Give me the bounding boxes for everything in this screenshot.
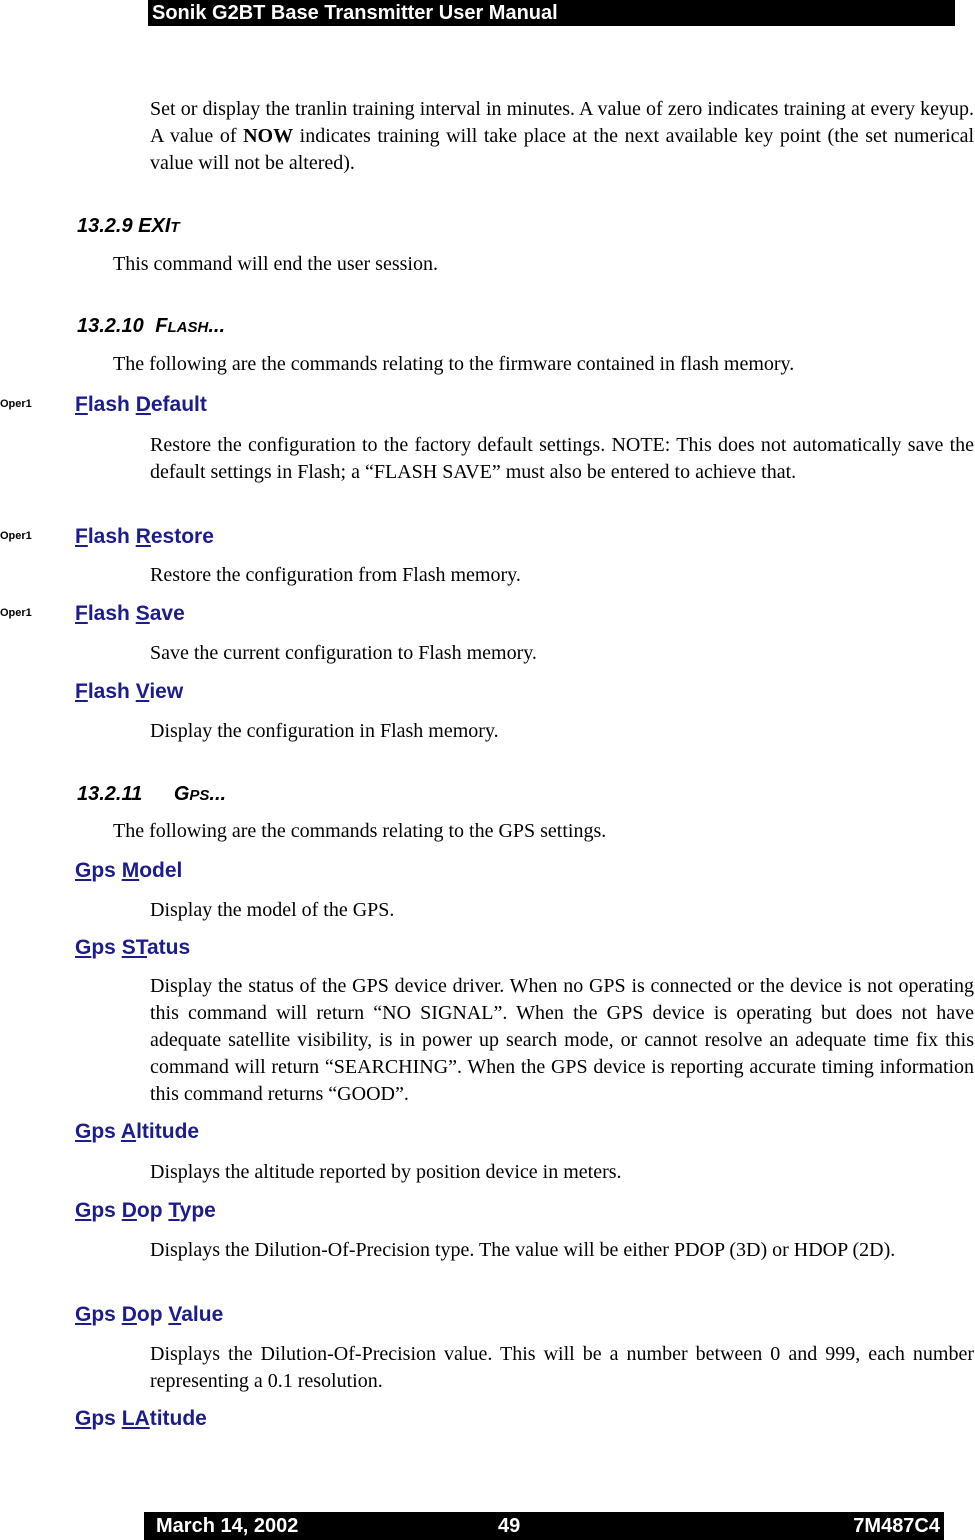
flash-default-description: Restore the configuration to the factory default settings. NOTE: This does not automatically save the default settings in Flash; a “FLASH SAVE” must also be entered to achieve that.	[150, 434, 974, 483]
section-title-tail: ...	[208, 315, 226, 337]
gps-dop-type-description: Displays the Dilution-Of-Precision type. The value will be either PDOP (3D) or HDOP (2D).	[150, 1239, 896, 1261]
section-title-initial: E	[138, 215, 152, 237]
cmd-key: LA	[121, 1407, 150, 1430]
gps-altitude-description: Displays the altitude reported by position device in meters.	[150, 1161, 622, 1183]
cmd-key: ST	[121, 936, 147, 959]
oper-label: Oper1	[0, 398, 32, 410]
cmd-key: G	[75, 1303, 92, 1326]
page-header	[148, 0, 955, 26]
cmd-text: lash	[87, 525, 130, 548]
cmd-text: ps	[91, 1407, 116, 1430]
section-title-rest: XI	[151, 215, 171, 237]
gps-status-description: Display the status of the GPS device driver. When no GPS is connected or the device is not operating this command will return “NO SIGNAL”. When the GPS device is operating but does not have adequate satellite visibility, is in power up search mode, or cannot resolve an adequate time fix this command will return “SEARCHING”. When the GPS device is reporting accurate timing information this command returns “GOOD”.	[150, 975, 974, 1105]
cmd-key: R	[135, 525, 151, 548]
section-title-small: T	[170, 219, 180, 236]
cmd-text: op	[136, 1303, 163, 1326]
flash-description: The following are the commands relating to the firmware contained in flash memory.	[113, 353, 795, 375]
cmd-gps-model	[75, 858, 182, 884]
section-heading-gps	[77, 781, 226, 809]
header-title: Sonik G2BT Base Transmitter User Manual	[152, 2, 558, 24]
cmd-text: ype	[179, 1199, 216, 1222]
cmd-flash-save	[75, 601, 185, 627]
intro-bold-now: NOW	[243, 125, 294, 147]
cmd-text: lash	[87, 602, 130, 625]
cmd-key: F	[75, 525, 88, 548]
oper-label: Oper1	[0, 607, 32, 619]
page-footer	[144, 1512, 944, 1540]
cmd-text: lash	[87, 393, 130, 416]
cmd-text: lash	[87, 680, 130, 703]
cmd-text: ave	[149, 602, 185, 625]
section-number: 13.2.9	[77, 215, 133, 237]
cmd-gps-dop-type	[75, 1198, 216, 1224]
cmd-key: G	[75, 936, 92, 959]
footer-doc-id: 7M487C4	[853, 1515, 940, 1537]
cmd-text: ps	[91, 936, 116, 959]
cmd-key: D	[121, 1199, 137, 1222]
cmd-key: G	[75, 859, 92, 882]
cmd-gps-dop-value	[75, 1302, 223, 1328]
cmd-gps-status	[75, 935, 190, 961]
intro-text-2: indicates training will take place at the next available key point (the set numerical value will not be altered).	[150, 125, 974, 174]
cmd-text: odel	[139, 859, 183, 882]
section-heading-exit	[77, 213, 180, 241]
gps-description: The following are the commands relating to the GPS settings.	[113, 820, 607, 842]
intro-paragraph	[150, 96, 974, 177]
section-title-tail: ...	[209, 783, 227, 805]
cmd-text: titude	[149, 1407, 207, 1430]
cmd-key: V	[168, 1303, 182, 1326]
flash-restore-description: Restore the configuration from Flash memory.	[150, 564, 521, 586]
cmd-key: F	[75, 602, 88, 625]
cmd-key: A	[120, 1120, 137, 1143]
cmd-text: ps	[91, 859, 116, 882]
cmd-key: M	[121, 859, 140, 882]
gps-model-description: Display the model of the GPS.	[150, 899, 395, 921]
flash-view-description: Display the configuration in Flash memory.	[150, 720, 499, 742]
cmd-text: op	[136, 1199, 163, 1222]
cmd-text: atus	[146, 936, 191, 959]
footer-date: March 14, 2002	[156, 1515, 299, 1537]
cmd-text: estore	[150, 525, 214, 548]
cmd-text: iew	[149, 680, 184, 703]
section-title-initial: G	[173, 783, 190, 805]
cmd-gps-altitude	[75, 1119, 199, 1145]
section-title-small: LASH	[167, 319, 209, 336]
cmd-gps-latitude	[75, 1406, 207, 1432]
cmd-text: ps	[91, 1303, 116, 1326]
cmd-key: F	[75, 393, 88, 416]
cmd-key: G	[75, 1199, 92, 1222]
exit-description: This command will end the user session.	[113, 253, 438, 275]
cmd-flash-default	[75, 392, 207, 418]
cmd-text: efault	[150, 393, 207, 416]
cmd-flash-view	[75, 679, 183, 705]
intro-text-1: Set or display the tranlin training interval in minutes. A value of zero indicates training at every keyup. A value of	[150, 98, 974, 147]
oper-label: Oper1	[0, 530, 32, 542]
flash-save-description: Save the current configuration to Flash memory.	[150, 642, 537, 664]
cmd-key: D	[135, 393, 151, 416]
cmd-key: S	[135, 602, 150, 625]
section-title-initial: F	[155, 315, 168, 337]
gps-dop-value-description: Displays the Dilution-Of-Precision value. This will be a number between 0 and 999, each number representing a 0.1 resolution.	[150, 1343, 974, 1392]
cmd-key: G	[75, 1407, 92, 1430]
cmd-text: ps	[91, 1120, 116, 1143]
cmd-key: T	[168, 1199, 180, 1222]
cmd-key: F	[75, 680, 88, 703]
cmd-key: V	[135, 680, 150, 703]
cmd-text: ltitude	[136, 1120, 200, 1143]
section-number: 13.2.10	[77, 315, 144, 337]
section-title-small: PS	[189, 787, 210, 804]
cmd-text: alue	[181, 1303, 224, 1326]
cmd-key: G	[75, 1120, 92, 1143]
cmd-flash-restore	[75, 524, 214, 550]
section-heading-flash	[77, 313, 225, 341]
footer-page-number: 49	[498, 1515, 521, 1537]
cmd-text: ps	[91, 1199, 116, 1222]
cmd-key: D	[121, 1303, 137, 1326]
section-number: 13.2.11	[77, 783, 143, 805]
